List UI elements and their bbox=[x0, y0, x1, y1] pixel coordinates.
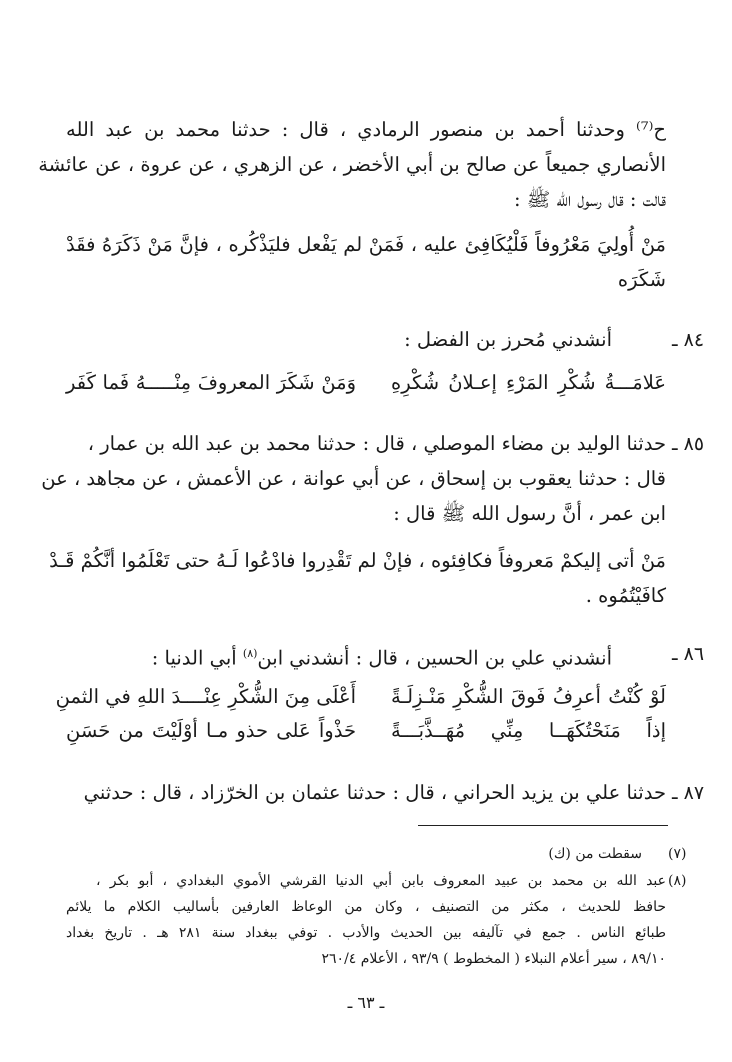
entry-text-before: أنشدني علي بن الحسين ، قال : أنشدني ابن bbox=[257, 646, 612, 670]
paragraph-line: الأنصاري جميعاً عن صالح بن أبي الأخضر ، عن الزهري ، عن عروة ، عن عائشة bbox=[38, 153, 666, 176]
verse-line bbox=[55, 680, 666, 714]
footnote-number: (٧) bbox=[668, 846, 687, 862]
entry-text-line: قال : حدثنا يعقوب بن إسحاق ، عن أبي عوانة ، عن الأعمش ، عن مجاهد ، عن bbox=[41, 467, 666, 490]
entry-text: أنشدني مُحرز بن الفضل : bbox=[404, 328, 612, 351]
verse-first-hemistich: إذاً مَنَحْتُكَهَــا مِنِّي مُهَــذَّبَـــةً bbox=[391, 719, 666, 742]
entry-number: ٨٤ ـ bbox=[672, 329, 705, 351]
paragraph-line: ح⁽⁷⁾ وحدثنا أحمد بن منصور الرمادي ، قال : حدثنا محمد بن عبد الله bbox=[66, 118, 666, 141]
entry-number: ٨٥ ـ bbox=[672, 433, 705, 455]
footnote-text: عبد الله بن محمد بن عبيد المعروف بابن أبي الدنيا القرشي الأموي البغدادي ، أبو بكر ، bbox=[96, 873, 666, 889]
entry-number: ٨٧ ـ bbox=[672, 782, 705, 804]
entry-text-after: أبي الدنيا : bbox=[151, 646, 243, 670]
hadith-line: شَكَرَه bbox=[617, 268, 666, 291]
entry-number: ٨٦ ـ bbox=[672, 643, 705, 665]
verse-second-hemistich: وَمَنْ شَكَرَ المعروفَ مِنْـــــهُ فَما كَفَر bbox=[66, 371, 356, 394]
entry-text bbox=[72, 637, 612, 676]
footnote-ref: (٨) bbox=[242, 647, 258, 660]
hadith-line: مَنْ أُولِيَ مَعْرُوفاً فَلْيُكَافِئ عليه ، فَمَنْ لم يَفْعل فليَذْكُره ، فإنَّ مَنْ ذَكَرَهُ فقَدْ bbox=[66, 233, 666, 256]
entry-text-line: حدثنا الوليد بن مضاء الموصلي ، قال : حدثنا محمد بن عبد الله بن عمار ، bbox=[87, 432, 666, 455]
verse-second-hemistich: أَعْلَى مِنَ الشُّكْرِ عِنْــــدَ اللهِ في الثمنِ bbox=[55, 685, 356, 708]
footnote-text: طبائع الناس . جمع في تآليفه بين الحديث والأدب . توفي ببغداد سنة ٢٨١ هـ . تاريخ بغداد bbox=[66, 925, 666, 941]
footnote-divider bbox=[418, 825, 668, 826]
verse-first-hemistich: لَوْ كُنْتُ أعرِفُ فَوقَ الشُّكْرِ مَنْـزِلَـةً bbox=[391, 685, 666, 708]
hadith-line: مَنْ أتى إليكمْ مَعروفاً فكافِئوه ، فإنْ لم تَقْدِروا فادْعُوا لَـهُ حتى تَعْلَمُوا أنَّكُمْ قَـدْ bbox=[49, 549, 666, 572]
verse-second-hemistich: حَذْواً عَلى حذو مـا أوْلَيْتَ من حَسَنِ bbox=[66, 719, 356, 742]
verse-line bbox=[66, 714, 666, 748]
entry-text-line: ابن عمر ، أنَّ رسول الله ﷺ قال : bbox=[393, 502, 666, 525]
footnote-text: ٨٩/١٠ ، سير أعلام النبلاء ( المخطوط ) ٩٣/٩ ، الأعلام ٢٦٠/٤ bbox=[321, 951, 666, 967]
verse-line bbox=[66, 366, 666, 400]
verse-first-hemistich: عَلامَـــةُ شُكْرِ المَرْءِ إعـلانُ شُكْرِهِ bbox=[391, 371, 666, 394]
paragraph-line: قالت : قال رسول الله ﷺ : bbox=[513, 188, 666, 211]
entry-text: حدثنا علي بن يزيد الحراني ، قال : حدثنا عثمان بن الخرّزاد ، قال : حدثني bbox=[83, 781, 666, 804]
hadith-line: كافَيْتُمُوه . bbox=[585, 584, 666, 607]
footnote-text: سقطت من (ك) bbox=[548, 846, 642, 862]
page-number: ـ ٦٣ ـ bbox=[347, 993, 385, 1012]
footnote-number: (٨) bbox=[668, 873, 687, 889]
footnote-text: حافظ للحديث ، مكثر من التصنيف ، وكان من الوعاظ العارفين بأساليب الكلام ما يلائم bbox=[66, 899, 666, 915]
